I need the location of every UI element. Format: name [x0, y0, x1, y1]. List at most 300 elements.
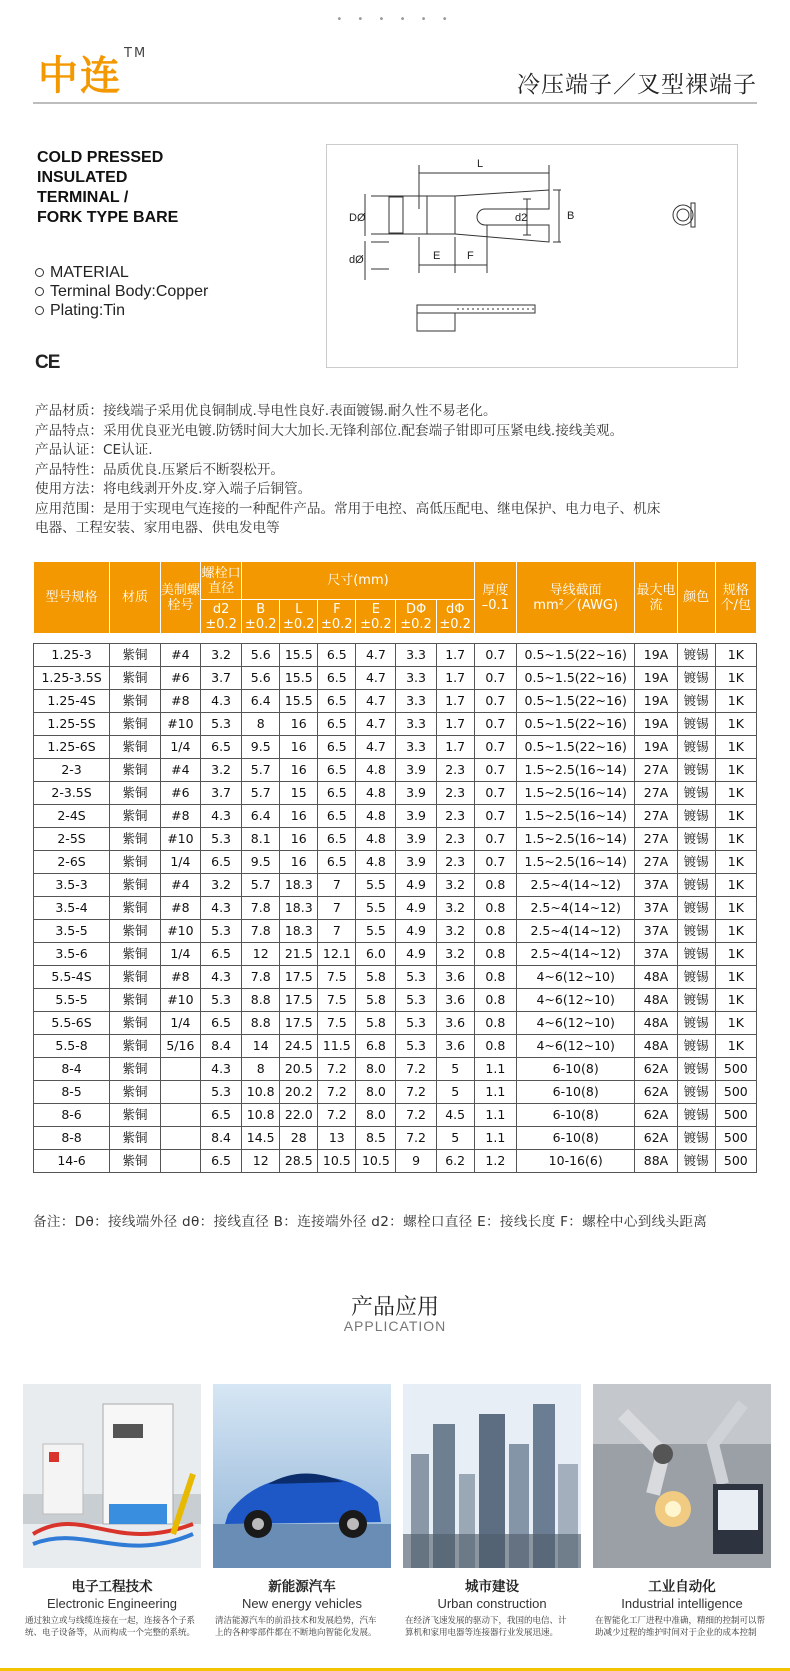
table-cell: 88A [635, 1150, 677, 1173]
application-en-label: Urban construction [437, 1596, 547, 1611]
table-cell: 4.9 [396, 874, 436, 897]
table-cell: 0.7 [474, 736, 516, 759]
table-cell: 4~6(12~10) [517, 1012, 635, 1035]
table-cell: 6.5 [200, 1012, 241, 1035]
application-card-industrial [593, 1384, 771, 1639]
table-cell: 3.9 [396, 759, 436, 782]
table-cell: 9.5 [242, 736, 280, 759]
table-cell: 62A [635, 1127, 677, 1150]
table-cell: 48A [635, 989, 677, 1012]
diagram-label-L: L [477, 158, 484, 170]
application-desc: 通过独立或与线缆连接在一起，连接各个子系 统、电子设备等，从而构成一个完整的系统。 [25, 1616, 196, 1638]
col-bolt-us-header: 美制螺栓号 [160, 562, 200, 634]
table-cell: 镀锡 [677, 690, 715, 713]
table-cell: 2.3 [436, 805, 474, 828]
table-cell: 37A [635, 874, 677, 897]
table-cell: 镀锡 [677, 966, 715, 989]
table-cell: 镀锡 [677, 828, 715, 851]
table-cell: 6.4 [242, 690, 280, 713]
table-cell: 4.3 [200, 966, 241, 989]
table-cell: 3.2 [436, 874, 474, 897]
table-row [34, 782, 757, 805]
desc-line: 应用范围：是用于实现电气连接的一种配件产品。常用于电控、高低压配电、继电保护、电力电子、机床 [35, 500, 661, 517]
logo-tm: TM [124, 46, 148, 61]
table-cell: 4.3 [200, 690, 241, 713]
diagram-label-DO: DØ [349, 212, 366, 224]
table-cell: 3.3 [396, 667, 436, 690]
table-cell: #8 [160, 897, 200, 920]
table-cell: 10.5 [356, 1150, 396, 1173]
table-cell: 12.1 [318, 943, 356, 966]
table-cell: 37A [635, 920, 677, 943]
table-cell: 14.5 [242, 1127, 280, 1150]
table-cell: 19A [635, 736, 677, 759]
table-cell: 19A [635, 667, 677, 690]
table-cell: 3.9 [396, 828, 436, 851]
table-cell: 10.8 [242, 1104, 280, 1127]
table-cell: 14-6 [34, 1150, 110, 1173]
table-cell: 20.2 [280, 1081, 318, 1104]
table-cell: 1.25-3.5S [34, 667, 110, 690]
table-cell: 3.2 [200, 759, 241, 782]
table-cell: 5.3 [396, 989, 436, 1012]
table-cell: 4.9 [396, 943, 436, 966]
col-color-header: 颜色 [677, 562, 715, 634]
col-sub-header: B ±0.2 [242, 600, 280, 634]
table-cell: 3.2 [436, 920, 474, 943]
application-en-label: Electronic Engineering [46, 1596, 178, 1611]
table-cell [160, 1081, 200, 1104]
table-cell: 9.5 [242, 851, 280, 874]
table-row [34, 1104, 757, 1127]
table-cell: 4~6(12~10) [517, 1035, 635, 1058]
table-cell: 3.5-3 [34, 874, 110, 897]
table-cell: 8.4 [200, 1035, 241, 1058]
table-cell: 紫铜 [110, 736, 161, 759]
table-cell: 7.2 [318, 1058, 356, 1081]
table-cell: 1K [715, 966, 756, 989]
table-cell: 27A [635, 759, 677, 782]
table-cell: 8.8 [242, 1012, 280, 1035]
table-cell: 7.2 [396, 1127, 436, 1150]
table-cell: 0.7 [474, 782, 516, 805]
table-cell: 3.3 [396, 644, 436, 667]
table-cell: 2-3 [34, 759, 110, 782]
application-cn-label: 电子工程技术 [71, 1579, 153, 1595]
table-cell: 15.5 [280, 644, 318, 667]
table-row [34, 690, 757, 713]
table-cell: 5.7 [242, 759, 280, 782]
en-title-line: TERMINAL / [37, 189, 129, 206]
table-cell: 4.7 [356, 736, 396, 759]
table-cell: #6 [160, 782, 200, 805]
table-cell: 3.2 [436, 897, 474, 920]
col-bolt-dia-header: 螺栓口直径 [200, 562, 241, 600]
desc-line: 产品特性：品质优良.压紧后不断裂松开。 [35, 461, 285, 478]
table-cell: #6 [160, 667, 200, 690]
table-row [34, 966, 757, 989]
table-cell: 15.5 [280, 690, 318, 713]
col-thickness-header: 厚度 –0.1 [474, 562, 516, 634]
table-cell: 0.8 [474, 1035, 516, 1058]
table-cell: 18.3 [280, 874, 318, 897]
application-card-vehicles [213, 1384, 391, 1639]
table-cell: 紫铜 [110, 1150, 161, 1173]
table-cell: 紫铜 [110, 989, 161, 1012]
table-cell: 4.5 [436, 1104, 474, 1127]
table-cell [160, 1058, 200, 1081]
table-cell: 8.0 [356, 1104, 396, 1127]
table-cell: 1.7 [436, 713, 474, 736]
logo-text: 中连 [38, 53, 122, 99]
table-cell: 5.6 [242, 644, 280, 667]
table-cell: 镀锡 [677, 1127, 715, 1150]
table-cell: 8.1 [242, 828, 280, 851]
table-cell: 紫铜 [110, 1035, 161, 1058]
table-cell: 4.7 [356, 667, 396, 690]
table-cell: 镀锡 [677, 989, 715, 1012]
table-cell: #10 [160, 713, 200, 736]
table-cell: 紫铜 [110, 690, 161, 713]
table-cell: 4.3 [200, 805, 241, 828]
table-cell: 镀锡 [677, 713, 715, 736]
table-cell: 10.8 [242, 1081, 280, 1104]
table-cell: 3.9 [396, 805, 436, 828]
table-row [34, 920, 757, 943]
title-divider [33, 102, 757, 104]
col-material-header: 材质 [110, 562, 161, 634]
table-cell: 紫铜 [110, 920, 161, 943]
table-cell: 5.3 [200, 828, 241, 851]
table-cell: 紫铜 [110, 644, 161, 667]
desc-line: 电器、工程安装、家用电器、供电发电等 [35, 520, 280, 536]
table-cell: 1K [715, 667, 756, 690]
table-cell: 17.5 [280, 966, 318, 989]
table-cell: 0.7 [474, 644, 516, 667]
table-cell: 1.25-3 [34, 644, 110, 667]
table-cell: 5.8 [356, 1012, 396, 1035]
table-cell: 6-10(8) [517, 1058, 635, 1081]
table-cell: 5.5-6S [34, 1012, 110, 1035]
table-cell: 6.5 [200, 943, 241, 966]
col-sub-header: dΦ ±0.2 [436, 600, 474, 634]
table-cell: 7.2 [318, 1104, 356, 1127]
application-cn-label: 新能源汽车 [268, 1579, 336, 1595]
table-cell: 5.3 [200, 989, 241, 1012]
table-cell: 8.0 [356, 1058, 396, 1081]
table-cell: 1K [715, 920, 756, 943]
table-cell: 紫铜 [110, 874, 161, 897]
en-title-line: INSULATED [37, 169, 128, 186]
table-cell: 48A [635, 1012, 677, 1035]
table-cell: 6.5 [318, 759, 356, 782]
industrial-automation-image [593, 1384, 771, 1568]
table-cell: 6.5 [318, 782, 356, 805]
table-cell: 6.5 [318, 667, 356, 690]
table-cell: 17.5 [280, 1012, 318, 1035]
table-cell: 4~6(12~10) [517, 966, 635, 989]
table-cell: 19A [635, 690, 677, 713]
table-cell: 37A [635, 897, 677, 920]
table-cell [160, 1104, 200, 1127]
table-cell: 6-10(8) [517, 1104, 635, 1127]
table-cell: 紫铜 [110, 713, 161, 736]
table-cell: 6.5 [318, 644, 356, 667]
terminal-diagram [326, 144, 738, 368]
table-cell: 1/4 [160, 1012, 200, 1035]
table-cell: 500 [715, 1127, 756, 1150]
table-cell: 1K [715, 828, 756, 851]
table-cell: 5 [436, 1058, 474, 1081]
table-cell: 2-4S [34, 805, 110, 828]
application-cn-label: 城市建设 [465, 1579, 519, 1595]
table-cell: 0.8 [474, 920, 516, 943]
table-cell: 4.8 [356, 805, 396, 828]
table-cell: 紫铜 [110, 1012, 161, 1035]
table-cell: 6.5 [200, 851, 241, 874]
table-cell: 7.8 [242, 897, 280, 920]
table-row [34, 759, 757, 782]
table-cell: 62A [635, 1104, 677, 1127]
table-cell: 5.7 [242, 874, 280, 897]
table-row [34, 1150, 757, 1173]
table-cell: 10-16(6) [517, 1150, 635, 1173]
bullet-icon [35, 268, 44, 277]
table-cell: 48A [635, 1035, 677, 1058]
table-row [34, 851, 757, 874]
material-item: MATERIAL [35, 263, 208, 282]
table-cell: 7.5 [318, 966, 356, 989]
table-cell: 6.5 [318, 828, 356, 851]
table-cell: 19A [635, 713, 677, 736]
table-cell: 镀锡 [677, 644, 715, 667]
table-cell: 12 [242, 1150, 280, 1173]
table-cell: 2.3 [436, 759, 474, 782]
table-cell: 21.5 [280, 943, 318, 966]
table-cell: 9 [396, 1150, 436, 1173]
table-cell: 1.5~2.5(16~14) [517, 805, 635, 828]
col-current-header: 最大电流 [635, 562, 677, 634]
table-cell: 13 [318, 1127, 356, 1150]
table-cell: 1.5~2.5(16~14) [517, 851, 635, 874]
table-cell: 7.8 [242, 920, 280, 943]
table-cell: 3.2 [200, 874, 241, 897]
table-cell: 0.7 [474, 805, 516, 828]
table-cell: 1K [715, 989, 756, 1012]
table-cell: 0.7 [474, 851, 516, 874]
table-cell: 0.5~1.5(22~16) [517, 736, 635, 759]
table-cell: 8.8 [242, 989, 280, 1012]
table-cell: 37A [635, 943, 677, 966]
table-cell: 15 [280, 782, 318, 805]
table-row [34, 736, 757, 759]
table-cell: 5.3 [200, 713, 241, 736]
table-cell: 6.5 [318, 690, 356, 713]
table-cell: 1K [715, 736, 756, 759]
table-cell: 7.2 [318, 1081, 356, 1104]
table-cell: 3.3 [396, 713, 436, 736]
table-row [34, 1012, 757, 1035]
table-cell: 0.8 [474, 943, 516, 966]
table-cell: 5.5 [356, 920, 396, 943]
table-cell: #4 [160, 644, 200, 667]
product-description [35, 402, 765, 539]
table-cell: 8 [242, 713, 280, 736]
table-cell: 6.5 [318, 851, 356, 874]
table-cell: 镀锡 [677, 1104, 715, 1127]
table-cell: #10 [160, 920, 200, 943]
table-cell: 2.5~4(14~12) [517, 920, 635, 943]
table-cell: 紫铜 [110, 759, 161, 782]
bullet-icon [35, 287, 44, 296]
diagram-label-B: B [567, 210, 575, 222]
table-cell: 6.5 [200, 1104, 241, 1127]
diagram-label-d2: d2 [515, 212, 528, 224]
table-cell: 1.25-5S [34, 713, 110, 736]
table-cell: 1K [715, 943, 756, 966]
table-cell: 24.5 [280, 1035, 318, 1058]
table-cell: 0.7 [474, 828, 516, 851]
table-cell: 1.5~2.5(16~14) [517, 828, 635, 851]
application-en-label: New energy vehicles [242, 1596, 362, 1611]
table-cell: 紫铜 [110, 1127, 161, 1150]
table-cell: 紫铜 [110, 1104, 161, 1127]
material-item: Plating:Tin [35, 301, 208, 320]
table-cell: 6.5 [318, 805, 356, 828]
table-cell: 8-8 [34, 1127, 110, 1150]
table-cell: 镀锡 [677, 805, 715, 828]
table-cell: 22.0 [280, 1104, 318, 1127]
table-cell: 紫铜 [110, 782, 161, 805]
table-cell: #4 [160, 874, 200, 897]
table-cell: 紫铜 [110, 966, 161, 989]
bullet-icon [35, 306, 44, 315]
table-cell: 6.5 [200, 1150, 241, 1173]
table-cell: 镀锡 [677, 736, 715, 759]
table-cell: 镀锡 [677, 851, 715, 874]
table-cell: 17.5 [280, 989, 318, 1012]
table-cell: 48A [635, 966, 677, 989]
table-cell: 27A [635, 805, 677, 828]
table-cell [160, 1127, 200, 1150]
table-row [34, 828, 757, 851]
brand-logo [38, 44, 147, 101]
en-title-line: FORK TYPE BARE [37, 209, 179, 226]
table-cell: 500 [715, 1104, 756, 1127]
table-cell: 5.3 [200, 1081, 241, 1104]
table-cell: 4.8 [356, 851, 396, 874]
table-cell: 4.8 [356, 759, 396, 782]
table-cell: 2.5~4(14~12) [517, 897, 635, 920]
table-cell: 20.5 [280, 1058, 318, 1081]
table-cell: 62A [635, 1058, 677, 1081]
table-cell: 3.6 [436, 1012, 474, 1035]
table-cell: 紫铜 [110, 828, 161, 851]
table-row [34, 1127, 757, 1150]
table-cell: 2.3 [436, 851, 474, 874]
table-cell: 6.5 [318, 713, 356, 736]
table-cell: 镀锡 [677, 874, 715, 897]
material-item: Terminal Body:Copper [35, 282, 208, 301]
table-cell: 5 [436, 1081, 474, 1104]
table-cell: 6-10(8) [517, 1081, 635, 1104]
table-cell: 28.5 [280, 1150, 318, 1173]
table-cell: 镀锡 [677, 1035, 715, 1058]
top-dots: • • • • • • [336, 14, 454, 25]
application-desc: 在经济飞速发展的驱动下，我国的电信、计 算机和家用电器等连接器行业发展迅速。 [405, 1616, 567, 1638]
table-cell: 7.5 [318, 1012, 356, 1035]
table-cell: 10.5 [318, 1150, 356, 1173]
table-cell: 3.6 [436, 989, 474, 1012]
diagram-label-E: E [433, 250, 441, 262]
table-cell: 0.7 [474, 759, 516, 782]
table-cell: 3.5-4 [34, 897, 110, 920]
table-cell: 0.5~1.5(22~16) [517, 667, 635, 690]
table-cell: #8 [160, 966, 200, 989]
table-cell: 5.5-4S [34, 966, 110, 989]
table-cell: 镀锡 [677, 943, 715, 966]
table-cell: 5 [436, 1127, 474, 1150]
table-note: 备注：Dθ：接线端外径 dθ：接线直径 B：连接端外径 d2：螺栓口直径 E：接线长度 F：螺栓中心到线头距离 [33, 1214, 708, 1230]
table-cell: 4.3 [200, 897, 241, 920]
table-cell: 6.5 [200, 736, 241, 759]
table-cell: 4.8 [356, 782, 396, 805]
table-cell: 5.5 [356, 874, 396, 897]
application-card-electronic [23, 1384, 201, 1639]
table-cell: 27A [635, 851, 677, 874]
table-cell: 8-6 [34, 1104, 110, 1127]
col-sub-header: d2 ±0.2 [200, 600, 241, 634]
table-row [34, 644, 757, 667]
table-cell: 镀锡 [677, 782, 715, 805]
col-sub-header: DΦ ±0.2 [396, 600, 436, 634]
table-row [34, 713, 757, 736]
table-cell: 0.5~1.5(22~16) [517, 644, 635, 667]
table-cell: 镀锡 [677, 1150, 715, 1173]
table-cell: 4.9 [396, 920, 436, 943]
desc-line: 产品特点：采用优良亚光电镀.防锈时间大大加长.无锋利部位.配套端子钳即可压紧电线.接线美观。 [35, 422, 624, 439]
table-cell: 11.5 [318, 1035, 356, 1058]
ce-mark-icon: CE [35, 352, 60, 373]
table-cell: 0.5~1.5(22~16) [517, 713, 635, 736]
table-cell: 2-6S [34, 851, 110, 874]
table-cell: 紫铜 [110, 805, 161, 828]
application-card-urban [403, 1384, 581, 1639]
table-cell: 1.1 [474, 1081, 516, 1104]
table-cell: 7.8 [242, 966, 280, 989]
table-cell: 14 [242, 1035, 280, 1058]
table-cell: 8 [242, 1058, 280, 1081]
col-model-header: 型号规格 [34, 562, 110, 634]
new-energy-vehicle-image [213, 1384, 391, 1568]
table-cell: 3.5-6 [34, 943, 110, 966]
table-cell: 3.6 [436, 1035, 474, 1058]
table-cell: 1/4 [160, 851, 200, 874]
table-cell: 0.8 [474, 897, 516, 920]
table-row [34, 805, 757, 828]
table-cell: #10 [160, 989, 200, 1012]
table-row [34, 943, 757, 966]
table-cell: #10 [160, 828, 200, 851]
table-cell: 16 [280, 736, 318, 759]
table-cell: 3.9 [396, 851, 436, 874]
table-cell: 2-5S [34, 828, 110, 851]
table-cell: 7.2 [396, 1104, 436, 1127]
table-cell: 紫铜 [110, 897, 161, 920]
table-cell: 1.7 [436, 736, 474, 759]
table-cell: 镀锡 [677, 897, 715, 920]
col-sub-header: L ±0.2 [280, 600, 318, 634]
